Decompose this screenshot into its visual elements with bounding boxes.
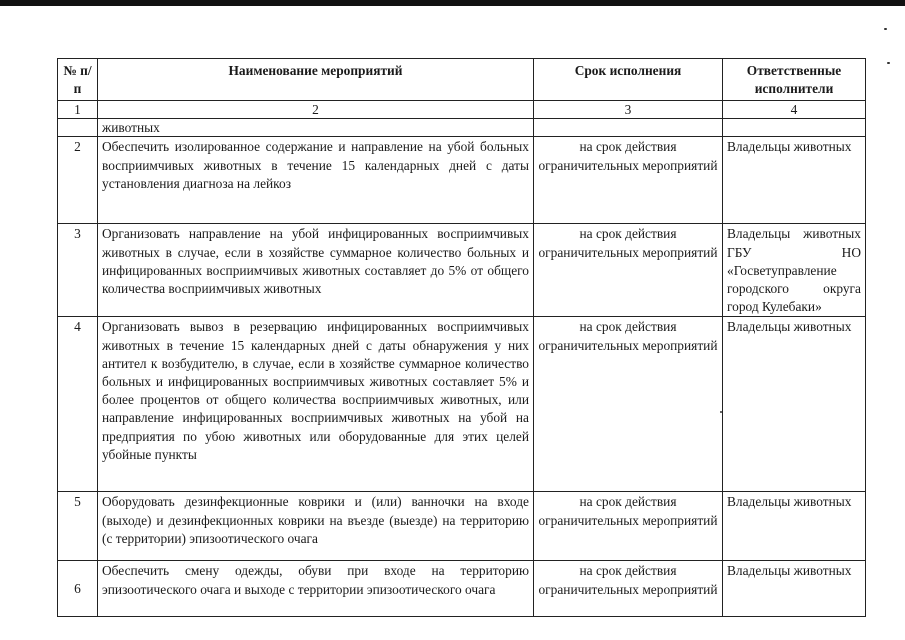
row-number: 3	[58, 224, 98, 317]
header-responsible: Ответственные исполнители	[723, 59, 866, 101]
column-index: 1	[58, 101, 98, 119]
header-num: № п/п	[58, 59, 98, 101]
measure-text: Организовать вывоз в резервацию инфицированных восприимчивых животных в течение 15 календарных дней с даты обнаружения у них антител к возбудителю, в случае, если в хозяйстве суммарное количество больных и инфицированных восприимчивых животных составляет 5% и более процентов от общего количества восприимчивых животных, или направление инфицированных восприимчивых животных на убой на предприятия по убою животных или оборудованные для этих целей убойные пункты	[98, 317, 534, 492]
header-deadline: Срок исполнения	[534, 59, 723, 101]
row-number: 6	[58, 561, 98, 617]
responsible-cell: Владельцы животных	[723, 317, 866, 492]
responsible-cell	[723, 119, 866, 137]
column-index: 2	[98, 101, 534, 119]
responsible-cell: Владельцы животных	[723, 492, 866, 561]
continuation-row	[58, 119, 866, 137]
deadline-cell: на срок действия ограничительных мероприятий	[534, 561, 723, 617]
scan-top-border	[0, 0, 905, 6]
responsible-cell: Владельцы животных	[723, 561, 866, 617]
deadline-cell: на срок действия ограничительных мероприятий	[534, 492, 723, 561]
table-row	[58, 137, 866, 224]
table-row	[58, 317, 866, 492]
row-number	[58, 119, 98, 137]
responsible-cell: Владельцы животных ГБУ НО «Госветуправление городского округа город Кулебаки»	[723, 224, 866, 317]
table-row	[58, 224, 866, 317]
table-header-row	[58, 59, 866, 101]
column-index: 4	[723, 101, 866, 119]
row-number: 4	[58, 317, 98, 492]
measure-text: Оборудовать дезинфекционные коврики и (или) ванночки на входе (выходе) и дезинфекционных коврики на въезде (выезде) на территорию (с территории) эпизоотического очага	[98, 492, 534, 561]
column-index: 3	[534, 101, 723, 119]
row-number: 5	[58, 492, 98, 561]
measure-text: Обеспечить изолированное содержание и направление на убой больных восприимчивых животных в течение 15 календарных дней с даты установления диагноза на лейкоз	[98, 137, 534, 224]
scan-speck	[887, 62, 890, 64]
measures-table	[57, 58, 866, 617]
scan-speck	[884, 28, 887, 30]
column-index-row	[58, 101, 866, 119]
table-row	[58, 492, 866, 561]
deadline-cell: на срок действия ограничительных мероприятий	[534, 317, 723, 492]
measure-text: Обеспечить смену одежды, обуви при входе на территорию эпизоотического очага и выходе с территории эпизоотического очага	[98, 561, 534, 617]
responsible-cell: Владельцы животных	[723, 137, 866, 224]
header-name: Наименование мероприятий	[98, 59, 534, 101]
measure-text: Организовать направление на убой инфицированных восприимчивых животных в случае, если в хозяйстве суммарное количество больных и инфицированных восприимчивых животных составляет до 5% от общего количества восприимчивых животных	[98, 224, 534, 317]
deadline-cell	[534, 119, 723, 137]
deadline-cell: на срок действия ограничительных мероприятий	[534, 137, 723, 224]
row-number: 2	[58, 137, 98, 224]
continuation-text: животных	[98, 119, 534, 137]
deadline-cell: на срок действия ограничительных мероприятий	[534, 224, 723, 317]
table-row	[58, 561, 866, 617]
